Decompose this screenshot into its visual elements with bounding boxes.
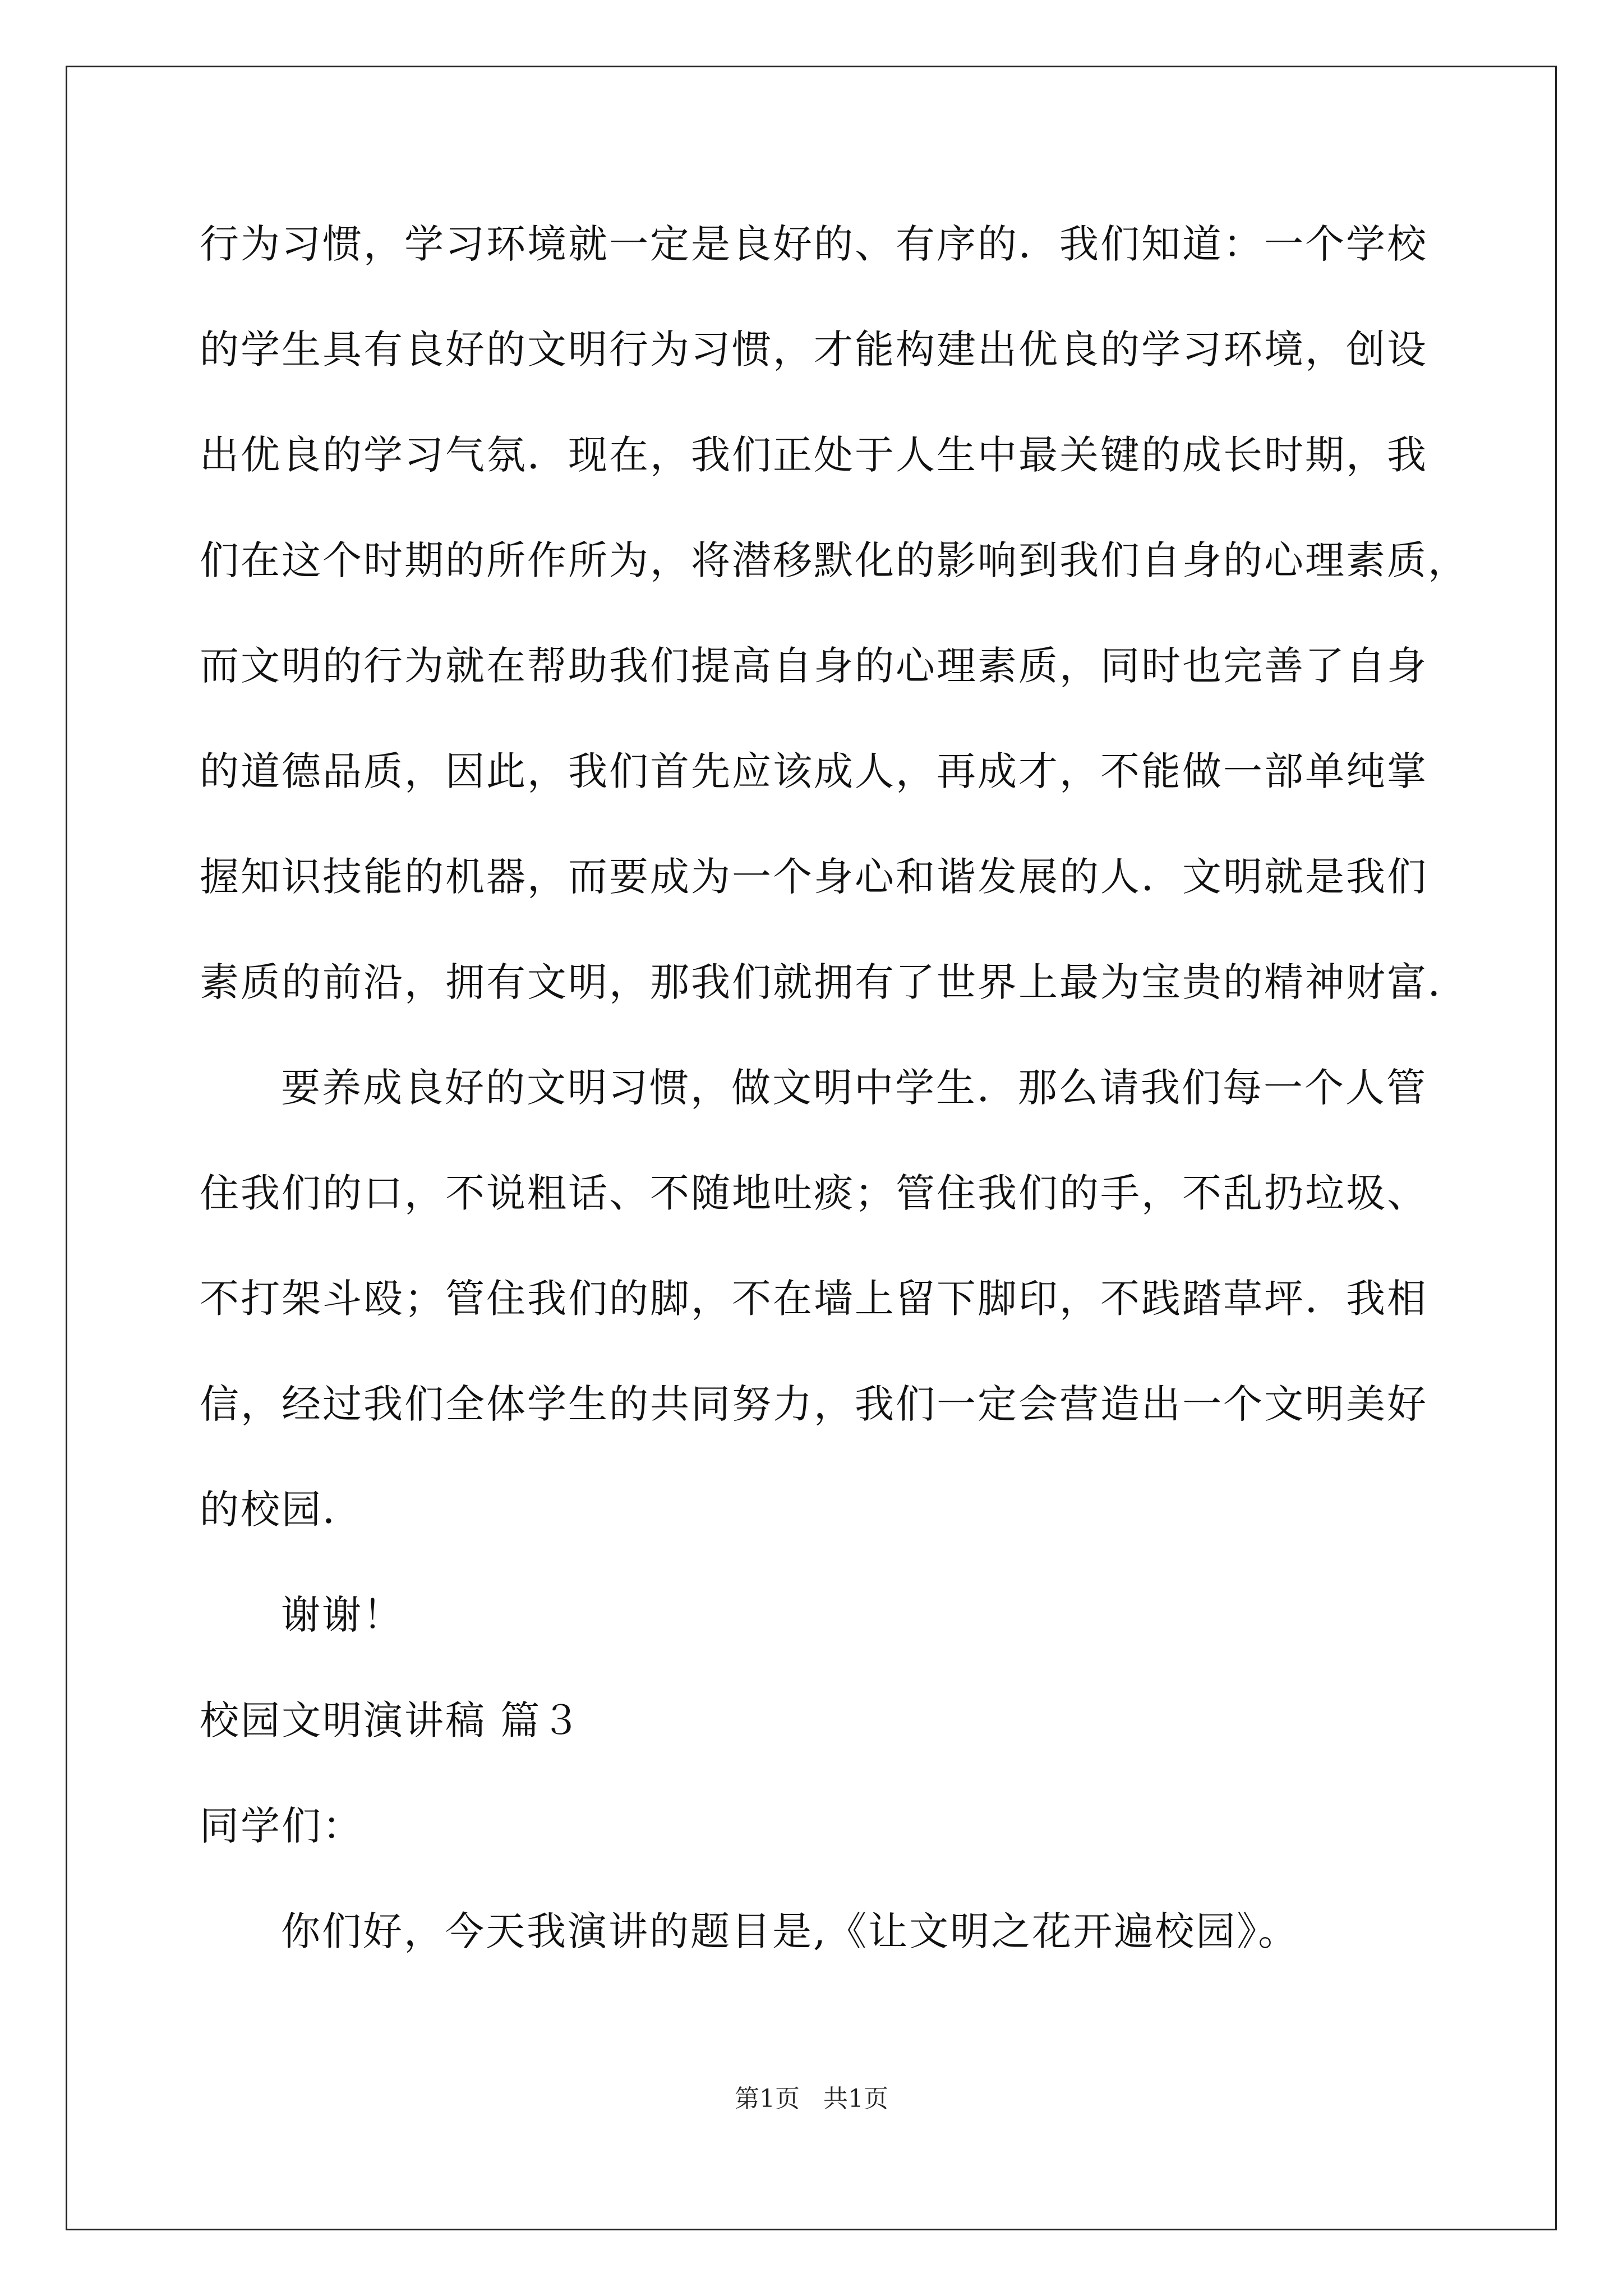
paragraph-line: 的校园． bbox=[200, 1487, 363, 1533]
paragraph-line: 信，经过我们全体学生的共同努力，我们一定会营造出一个文明美好 bbox=[200, 1381, 1428, 1427]
section-heading: 校园文明演讲稿 篇３ bbox=[200, 1697, 583, 1743]
paragraph-line: 握知识技能的机器，而要成为一个身心和谐发展的人．文明就是我们 bbox=[200, 854, 1428, 900]
paragraph-line: 而文明的行为就在帮助我们提高自身的心理素质，同时也完善了自身 bbox=[200, 643, 1428, 689]
paragraph-line: 你们好，今天我演讲的题目是,《让文明之花开遍校园》。 bbox=[281, 1908, 1299, 1954]
paragraph-line: 素质的前沿，拥有文明，那我们就拥有了世界上最为宝贵的精神财富． bbox=[200, 959, 1469, 1005]
paragraph-line: 的道德品质，因此，我们首先应该成人，再成才，不能做一部单纯掌 bbox=[200, 748, 1428, 794]
paragraph-line: 们在这个时期的所作所为，将潜移默化的影响到我们自身的心理素质， bbox=[200, 537, 1469, 583]
salutation: 同学们： bbox=[200, 1803, 363, 1849]
paragraph-line: 的学生具有良好的文明行为习惯，才能构建出优良的学习环境，创设 bbox=[200, 326, 1428, 372]
page-total: 共1页 bbox=[823, 2085, 888, 2113]
paragraph-line: 住我们的口，不说粗话、不随地吐痰；管住我们的手，不乱扔垃圾、 bbox=[200, 1170, 1428, 1216]
paragraph-line: 要养成良好的文明习惯，做文明中学生．那么请我们每一个人管 bbox=[281, 1065, 1427, 1111]
page-number: 第1页 bbox=[735, 2085, 800, 2113]
paragraph-line: 不打架斗殴；管住我们的脚，不在墙上留下脚印，不践踏草坪．我相 bbox=[200, 1276, 1428, 1322]
paragraph-line: 行为习惯，学习环境就一定是良好的、有序的．我们知道：一个学校 bbox=[200, 221, 1428, 267]
thanks-line: 谢谢！ bbox=[281, 1592, 404, 1638]
page-footer bbox=[0, 2082, 1623, 2116]
paragraph-line: 出优良的学习气氛．现在，我们正处于人生中最关键的成长时期，我 bbox=[200, 432, 1428, 478]
